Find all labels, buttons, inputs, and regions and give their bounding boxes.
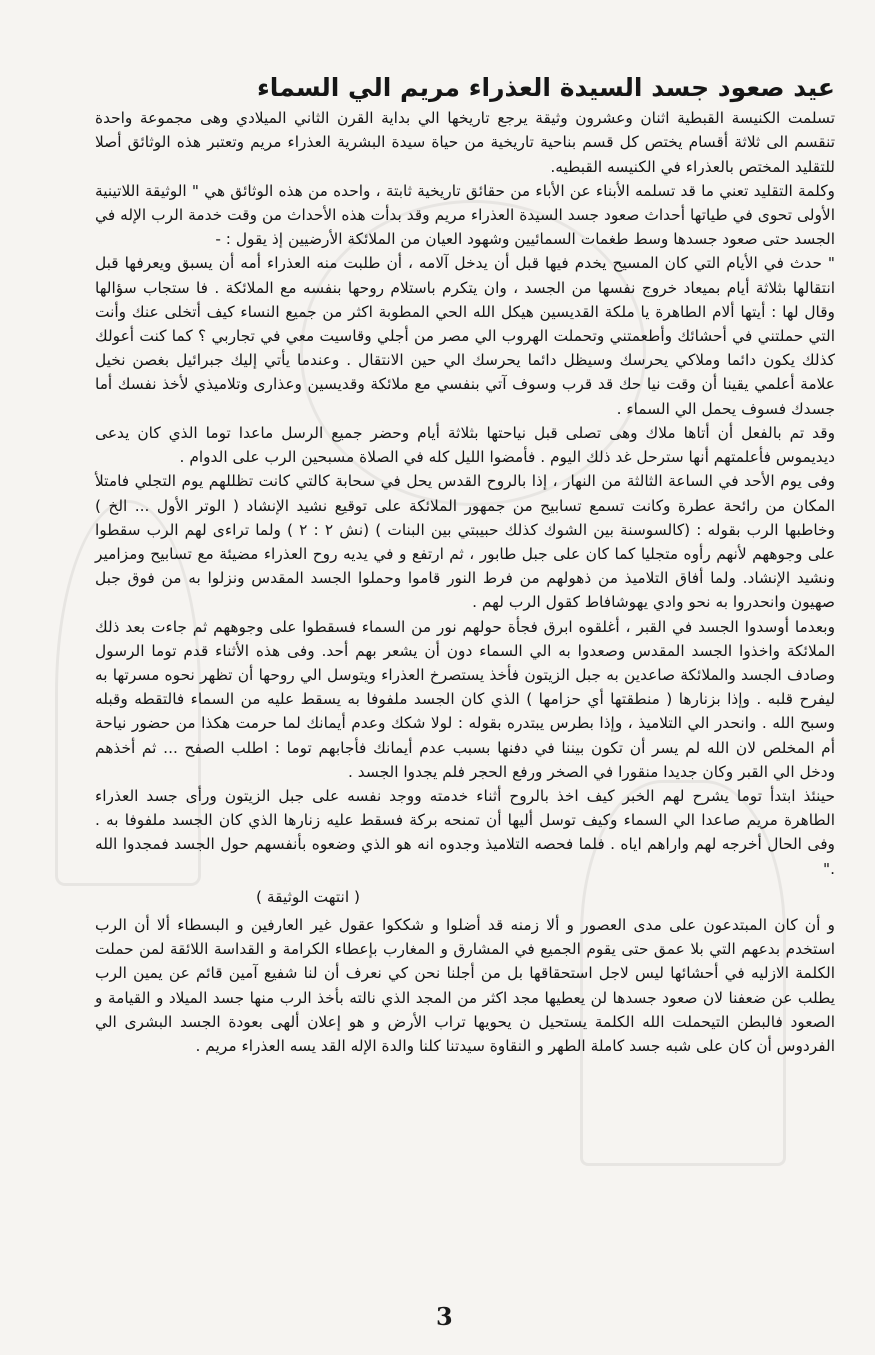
article-body [95, 72, 835, 1058]
paragraph: حينئذ ابتدأ توما يشرح لهم الخبر كيف اخذ بالروح أثناء خدمته ووجد نفسه على جبل الزيتون ورأى جسد العذراء الطاهرة مريم صاعدا الي السماء وكيف توسل أليها أن تمنحه بركة فسقط عليه زنارها الذي كان الجسد ملفوفا به . وفى الحال أخرجه لهم واراهم اياه . فلما فحصه التلاميذ وجدوه انه هو الذي وضعوه بأنفسهم حول الجسد فمجدوا الله ." [95, 786, 835, 878]
page-number: 3 [436, 1302, 453, 1331]
paragraph: وفى يوم الأحد في الساعة الثالثة من النهار ، إذا بالروح القدس يحل في سحابة كالتي كانت تظللهم يوم التجلي فامتلأ المكان من رائحة عطرة وكانت تسمع تسابيح من جمهور الملائكة على توقيع نشيد الإنشاد ( الوتر الأول ... الخ ) وخاطبها الرب بقوله : (كالسوسنة بين الشوك كذلك حبيبتي بين البنات ) (نش ٢ : ٢ ) ولما تراءى لهم الرب سقطوا على وجوههم لأنهم رأوه متجليا كما كان على جبل طابور ، ثم ارتفع و في يديه روح العذراء مضيئة مع تسابيح ومزامير ونشيد الإنشاد. ولما أفاق التلاميذ من ذهولهم من فرط النور قاموا وحملوا الجسد المقدس ونزلوا به من فوق جبل صهيون وانحدروا به نحو وادي يهوشافاط كقول الرب لهم . [95, 472, 835, 612]
paragraph: " حدث في الأيام التي كان المسيح يخدم فيها قبل أن يدخل آلامه ، أن طلبت منه العذراء أمه أن يسبق ويعرفها قبل انتقالها بثلاثة أيام بميعاد خروج نفسها من الجسد ، وان يتكرم باستلام روحها بنفسه مع الملائكة . فا ستجاب سؤالها وقال لها : أيتها ألام الطاهرة يا ملكة القديسين هيكل الله الحي المطوبة اكثر من جميع النساء كيف أتخلى عنك وأنت التي حملتني في أحشائك وأطعمتني وتحملت الهروب الي مصر من أجلي وقاسيت معي في تجاربي ؟ كما كنت أعولك كذلك يكون دائما وملاكي يحرسك وسيظل دائما يحرسك الي حين الانتقال . وعندما يأتي إليك جبرائيل بغصن نخيل علامة أعلمي يقينا أن وقت نيا حك قد قرب وسوف آتي بنفسي مع ملائكة وقديسين وعذارى وتلاميذي لأخذ نفسك أما جسدك فسوف يحمل الي السماء . [95, 254, 835, 418]
document-end-note: ( انتهت الوثيقة ) [256, 887, 360, 906]
closing-paragraph: و أن كان المبتدعون على مدى العصور و ألا زمنه قد أضلوا و شككوا عقول غير العارفين و البسطاء ألا أن الرب استخدم بدعهم التي بلا عمق حتى يقوم الجميع في المشارق و المغارب بإعطاء الكرامة و القداسة اللائقة لمن حملت الكلمة الازليه في أحشائها ليس لاجل استحقاقها بل من أجلنا نحن كي نعرف أن لنا شفيع آمين قائم عن يمين الرب يطلب عن ضعفنا لان صعود جسدها لن يعطيها مجد اكثر من المجد الذي نالته بأخذ الرب منها جسد الميلاد و القيامة و الصعود فالبطن التيحملت الله الكلمة يستحيل ن يحويها تراب الأرض و هو إعلان ألهى بعودة الجسد البشرى الي الفردوس أن كان على شبه جسد كاملة الطهر و النقاوة سيدتنا كلنا والدة الإله القد يسه العذراء مريم . [95, 915, 835, 1055]
paragraph: وكلمة التقليد تعني ما قد تسلمه الأبناء عن الأباء من حقائق تاريخية ثابتة ، واحده من هذه الوثائق هي " الوثيقة اللاتينية الأولى تحوى في طياتها أحداث صعود جسد السيدة العذراء مريم وقد بدأت هذه الأحداث من وقت خدمة الرب الإله في الجسد حتى صعود جسدها وسط طغمات السمائيين وشهود العيان من الملائكة الأرضيين إذ يقول : - [95, 181, 835, 249]
paragraph: تسلمت الكنيسة القبطية اثنان وعشرون وثيقة يرجع تاريخها الي بداية القرن الثاني الميلادي وهى مجموعة واحدة تنقسم الى ثلاثة أقسام يختص كل قسم بناحية تاريخية من حياة سيدة البشرية العذراء مريم وتعتبر هذه الوثائق أصلا للتقليد المختص بالعذراء في الكنيسه القبطيه. [95, 109, 835, 176]
paragraph: وبعدما أوسدوا الجسد في القبر ، أغلقوه ابرق فجأة حولهم نور من السماء فسقطوا على وجوههم ثم جاءت بعد ذلك الملائكة واخذوا الجسد المقدس وصعدوا به الي السماء دون أن يشعر بهم أحد. وفى هذه الأثناء قدم توما الرسول وصادف الجسد والملائكة صاعدين به جبل الزيتون فأخذ يستصرخ العذراء ويتوسل الي روحها أن تظهر نحوه مسرتها به ليفرح قلبه . وإذا بزنارها ( منطقتها أي حزامها ) الذي كان الجسد ملفوفا به يسقط عليه من السماء فالتقطه وقبله وسبح الله . وانحدر الي التلاميذ ، وإذا بطرس يبتدره بقوله : لولا شكك وعدم أيمانك لما حرمت هكذا من حضور نياحة أم المخلص لان الله لم يسر أن تكون بيننا في دفنها بسبب عدم أيمانك فأجابهم توما : اطلب الصفح ... ثم أخذهم ودخل الي القبر وكان جديدا منقورا في الصخر ورفع الحجر فلم يجدوا الجسد . [95, 617, 835, 781]
page-title: عيد صعود جسد السيدة العذراء مريم الي السماء [257, 73, 835, 102]
paragraph: وقد تم بالفعل أن أتاها ملاك وهى تصلى قبل نياحتها بثلاثة أيام وحضر جميع الرسل ماعدا توما الذي كان يدعى ديديموس فأعلمتهم أنها سترحل غد ذلك اليوم . فأمضوا الليل كله في الصلاة مسبحين الرب على الدوام . [95, 423, 835, 467]
